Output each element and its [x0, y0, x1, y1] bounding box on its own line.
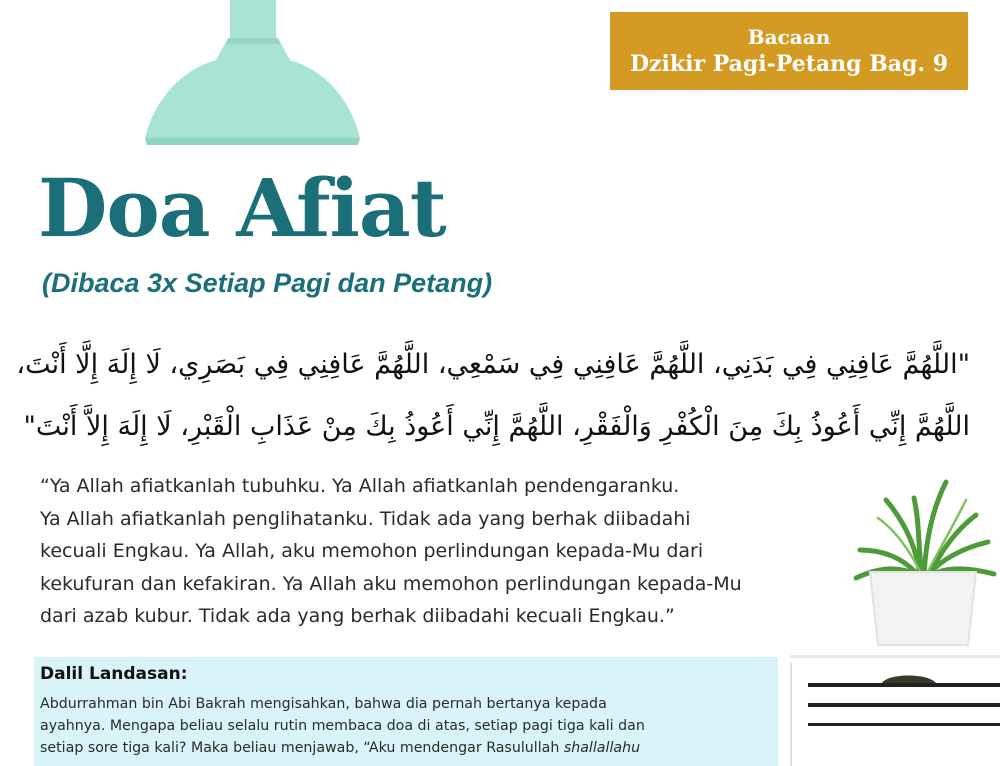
dalil-line-3-italic: shallallahu [563, 740, 641, 756]
arabic-prayer [16, 334, 970, 458]
prayer-translation [40, 470, 840, 633]
shelf-decoration [790, 655, 1000, 766]
translation-line-2: Ya Allah afiatkanlah penglihatanku. Tidak ada yang berhak diibadahi [40, 507, 691, 530]
badge-line-2: Dzikir Pagi-Petang Bag. 9 [629, 51, 949, 77]
dalil-text [40, 693, 775, 759]
translation-line-4: kekufuran dan kefakiran. Ya Allah aku memohon perlindungan kepada-Mu [40, 572, 742, 595]
dalil-line-3 [40, 737, 775, 759]
series-badge [610, 12, 968, 90]
dalil-line-3-text: setiap sore tiga kali? Maka beliau menjawab, “Aku mendengar Rasulullah [40, 740, 564, 756]
dalil-line-2: ayahnya. Mengapa beliau selalu rutin membaca doa di atas, setiap pagi tiga kali dan [40, 718, 645, 734]
potted-plant-icon [848, 470, 998, 650]
dalil-section [34, 657, 778, 766]
translation-line-1: “Ya Allah afiatkanlah tubuhku. Ya Allah afiatkanlah pendengaranku. [40, 475, 680, 497]
translation-line-3: kecuali Engkau. Ya Allah, aku memohon perlindungan kepada-Mu dari [40, 540, 704, 562]
pendant-lamp-icon [140, 0, 365, 145]
arabic-line-2: اللَّهُمَّ إِنِّي أَعُوذُ بِكَ مِنَ الْكُفْرِ وَالْفَقْرِ، اللَّهُمَّ إِنِّي أَعُوذُ بِكَ مِنْ عَذَابِ الْقَبْرِ، لَا إِلَهَ إِلاَّ أَنْتَ" [23, 411, 970, 442]
dalil-line-1: Abdurrahman bin Abi Bakrah mengisahkan, bahwa dia pernah bertanya kepada [40, 696, 607, 712]
arabic-line-1: "اللَّهُمَّ عَافِنِي فِي بَدَنِي، اللَّهُمَّ عَافِنِي فِي سَمْعِي، اللَّهُمَّ عَافِنِي فِي بَصَرِي، لَا إِلَهَ إِلَّا أَنْتَ، [16, 349, 970, 380]
dalil-title: Dalil Landasan: [40, 664, 188, 684]
translation-line-5: dari azab kubur. Tidak ada yang berhak diibadahi kecuali Engkau.” [40, 605, 675, 627]
badge-line-1: Bacaan [747, 25, 831, 49]
page-title: Doa Afiat [38, 161, 446, 255]
page-subtitle: (Dibaca 3x Setiap Pagi dan Petang) [42, 268, 493, 298]
